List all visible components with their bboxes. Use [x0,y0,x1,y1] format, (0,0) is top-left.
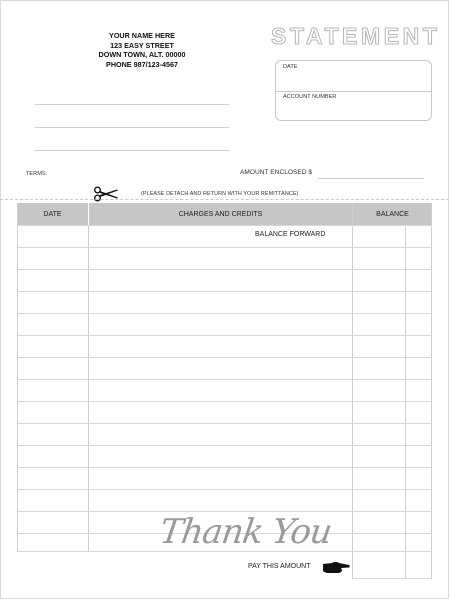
business-phone: PHONE 987/123-4567 [106,59,178,69]
pay-this-amount-label: PAY THIS AMOUNT [248,563,311,570]
table-row [17,467,432,468]
address-line-2[interactable] [35,127,229,128]
business-city: DOWN TOWN, ALT. 00000 [98,50,186,59]
terms-label: TERMS: [26,171,48,177]
business-street: 123 EASY STREET [110,40,174,50]
column-header-charges: CHARGES AND CREDITS [89,203,352,225]
detach-note: (PLEASE DETACH AND RETURN WITH YOUR REMITTANCE) [141,191,299,197]
thank-you-text: Thank You [157,512,334,552]
balance-forward: BALANCE FORWARD [255,231,326,238]
account-number-label: ACCOUNT NUMBER [283,94,337,100]
table-row [17,313,432,314]
column-header-balance: BALANCE [353,203,432,225]
table-row [17,269,432,270]
info-divider [276,91,431,92]
table-row [17,247,432,248]
table-rule [405,225,406,579]
table-rule [431,203,432,579]
amount-enclosed-label: AMOUNT ENCLOSED $ [240,169,313,176]
cut-line [0,199,449,200]
table-row [17,489,432,490]
table-row [17,379,432,380]
pointing-hand-icon [322,560,350,574]
table-row [17,225,432,226]
table-rule [88,225,89,551]
table-rule [17,203,18,551]
business-info [62,31,222,69]
table-row [17,401,432,402]
address-line-1[interactable] [35,104,229,105]
total-box-bottom [352,578,432,579]
table-row [17,445,432,446]
date-label: DATE [283,64,298,70]
info-box [275,60,432,121]
statement-title: STATEMENT [271,23,441,49]
table-row [17,423,432,424]
table-row [17,291,432,292]
column-header-date: DATE [17,203,88,225]
table-row [17,335,432,336]
table-row [17,357,432,358]
business-name: YOUR NAME HERE [109,31,175,40]
address-line-3[interactable] [35,150,229,151]
table-rule [352,203,353,579]
amount-enclosed-field[interactable] [318,178,424,179]
